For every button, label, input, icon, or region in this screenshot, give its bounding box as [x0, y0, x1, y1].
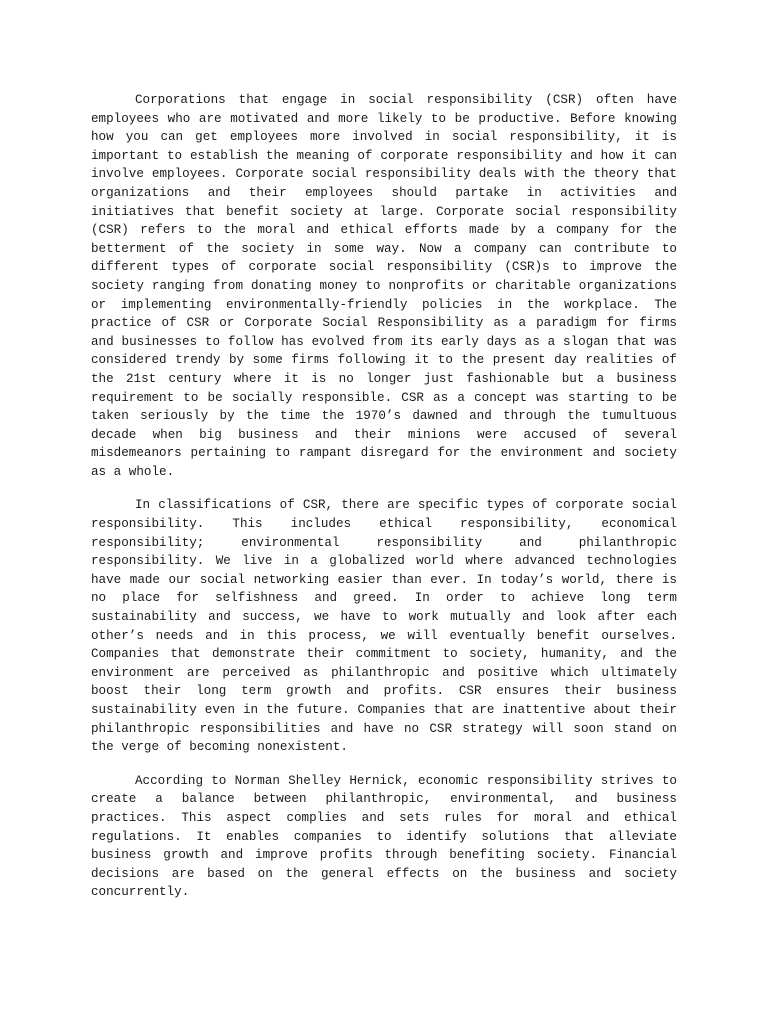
paragraph-csr-classifications: In classifications of CSR, there are specific types of corporate social responsibility. This includes ethical responsibility, economical responsibility; environmental responsibility and philanthropic responsibility. We live in a globalized world where advanced technologies have made our social networking easier than ever. In today’s world, there is no place for selfishness and greed. In order to achieve long term sustainability and success, we have to work mutually and look after each other’s needs and in this process, we will eventually benefit ourselves. Companies that demonstrate their commitment to society, humanity, and the environment are perceived as philanthropic and positive which ultimately boost their long term growth and profits. CSR ensures their business sustainability even in the future. Companies that are inattentive about their philanthropic responsibilities and have no CSR strategy will soon stand on the verge of becoming nonexistent.: [91, 498, 677, 755]
paragraph-csr-introduction: Corporations that engage in social responsibility (CSR) often have employees who are motivated and more likely to be productive. Before knowing how you can get employees more involved in social responsibility, it is important to establish the meaning of corporate responsibility and how it can involve employees. Corporate social responsibility deals with the theory that organizations and their employees should partake in activities and initiatives that benefit society at large. Corporate social responsibility (CSR) refers to the moral and ethical efforts made by a company for the betterment of the society in some way. Now a company can contribute to different types of corporate social responsibility (CSR)s to improve the society ranging from donating money to nonprofits or charitable organizations or implementing environmentally-friendly policies in the workplace. The practice of CSR or Corporate Social Responsibility as a paradigm for firms and businesses to follow has evolved from its early days as a slogan that was considered trendy by some firms following it to the present day realities of the 21st century where it is no longer just fashionable but a business requirement to be socially responsible. CSR as a concept was starting to be taken seriously by the time the 1970’s dawned and through the tumultuous decade when big business and their minions were accused of several misdemeanors pertaining to rampant disregard for the environment and society as a whole.: [91, 93, 677, 479]
document-body: [91, 91, 677, 917]
paragraph-economic-responsibility: According to Norman Shelley Hernick, economic responsibility strives to create a balance between philanthropic, environmental, and business practices. This aspect complies and sets rules for moral and ethical regulations. It enables companies to identify solutions that alleviate business growth and improve profits through benefiting society. Financial decisions are based on the general effects on the business and society concurrently.: [91, 773, 677, 900]
